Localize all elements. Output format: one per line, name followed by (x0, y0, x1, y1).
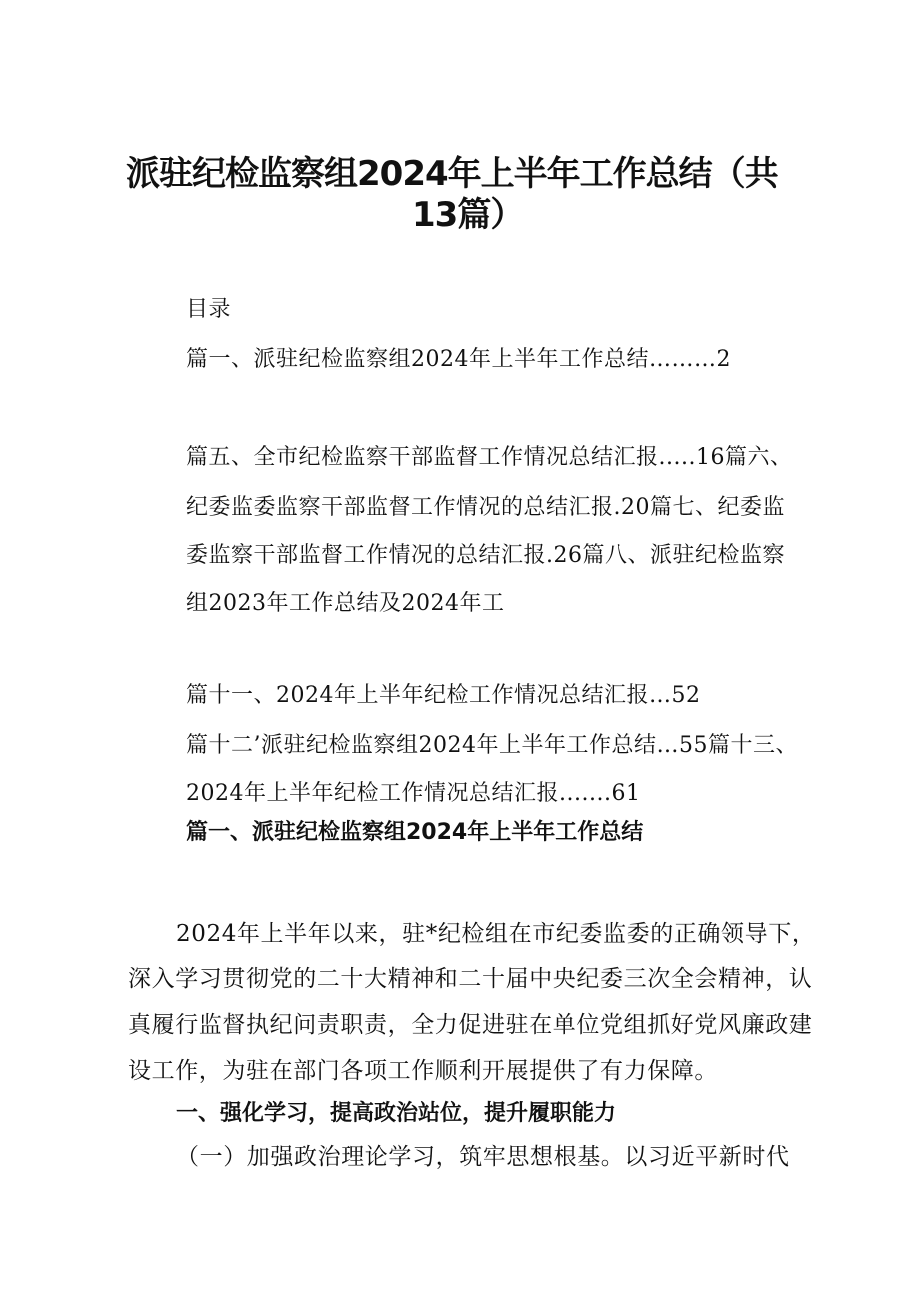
toc-line-1[interactable]: 篇一、派驻纪检监察组2024年上半年工作总结………2 (186, 347, 731, 372)
toc-heading: 目录 (186, 297, 232, 322)
toc-line-8[interactable]: 2024年上半年纪检工作情况总结汇报.......61 (186, 781, 641, 806)
intro-line-3: 真履行监督执纪问责职责，全力促进驻在单位党组抓好党风廉政建 (128, 1012, 813, 1038)
toc-line-7[interactable]: 篇十二’派驻纪检监察组2024年上半年工作总结…55篇十三、 (186, 733, 798, 758)
intro-line-4: 设工作，为驻在部门各项工作顺利开展提供了有力保障。 (128, 1058, 718, 1084)
toc-line-4[interactable]: 委监察干部监督工作情况的总结汇报.26篇八、派驻纪检监察 (186, 543, 785, 568)
document-title-line-1: 派驻纪检监察组2024年上半年工作总结（共 (126, 154, 778, 194)
intro-line-1: 2024年上半年以来，驻*纪检组在市纪委监委的正确领导下， (176, 921, 816, 947)
subheading-line: （一）加强政治理论学习，筑牢思想根基。以习近平新时代 (176, 1144, 790, 1170)
toc-line-5[interactable]: 组2023年工作总结及2024年工 (186, 591, 505, 616)
document-title-line-2: 13篇） (412, 195, 524, 235)
intro-line-2: 深入学习贯彻党的二十大精神和二十届中央纪委三次全会精神，认 (128, 966, 813, 992)
heading-one: 一、强化学习，提高政治站位，提升履职能力 (176, 1101, 617, 1126)
toc-line-6[interactable]: 篇十一、2024年上半年纪检工作情况总结汇报…52 (186, 683, 701, 708)
toc-line-2[interactable]: 篇五、全市纪检监察干部监督工作情况总结汇报.....16篇六、 (186, 445, 793, 470)
toc-line-3[interactable]: 纪委监委监察干部监督工作情况的总结汇报.20篇七、纪委监 (186, 495, 785, 520)
section-title: 篇一、派驻纪检监察组2024年上半年工作总结 (186, 820, 644, 845)
